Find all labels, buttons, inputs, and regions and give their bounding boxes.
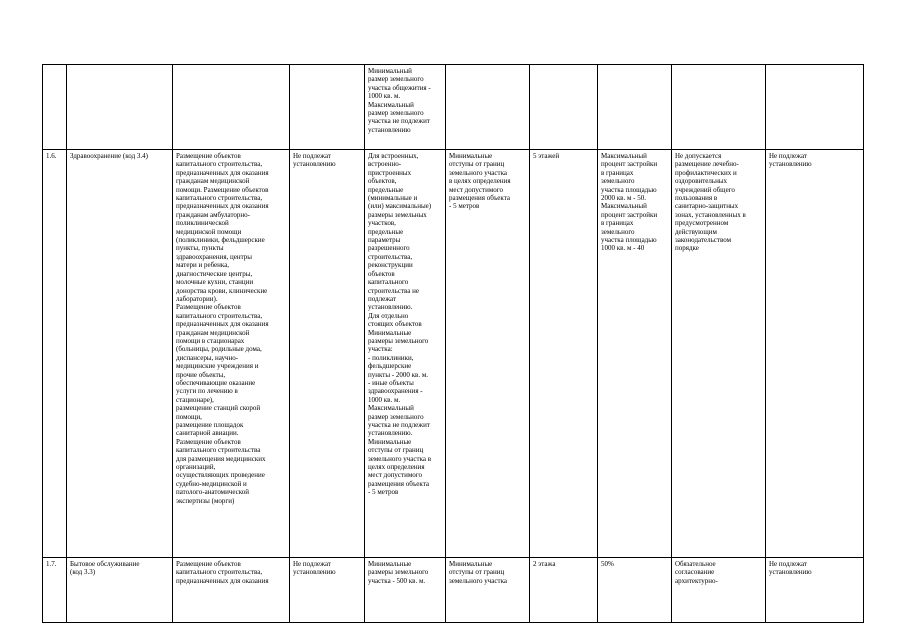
cell-other (766, 150, 864, 558)
cell-text: Не подлежат установлению (293, 152, 336, 169)
cell-text: Минимальный размер земельного участка общежития - 1000 кв. м. Максимальный размер земельного участка не подлежит установлению (368, 67, 431, 134)
table-row (43, 558, 864, 623)
cell-text: Обязательное согласование архитектурно- (675, 560, 718, 585)
cell-other (766, 65, 864, 150)
cell-text: Минимальные отступы от границ земельного участка в целях определения мест допустимого размещения объекта - 5 метров (449, 152, 511, 211)
cell-text: Не подлежат установлению (769, 152, 812, 169)
cell-restrictions (672, 558, 766, 623)
cell-text: Бытовое обслуживание (код 3.3) (70, 560, 140, 577)
cell-restrictions (672, 150, 766, 558)
cell-text: Не допускается размещение лечебно- профилактических и оздоровительных учреждений общего пользования в санитарно-защитных зонах, установленных в предусмотренном действующим законодательством порядке (675, 152, 746, 253)
cell-setbacks (446, 65, 530, 150)
cell-name (67, 65, 173, 150)
cell-description (173, 558, 290, 623)
cell-floors (530, 558, 598, 623)
cell-text: Не подлежат установлению (769, 560, 812, 577)
cell-text: Размещение объектов капитального строительства, предназначенных для оказания гражданам медицинской помощи. Размещение объектов капитального строительства, предназначенных для оказания гражданам амбулаторно- поликлинической медицинской помощи (поликлиники, фельдшерские пункты, пункты здравоохранения, центры матери и ребенка, диагностические центры, молочные кухни, станции донорства крови, клинические лаборатории). Размещение объектов капитального строительства, предназначенных для оказания гражданам медицинской помощи в стационарах (больницы, родильные дома, диспансеры, научно- медицинские учреждения и прочие объекты, обеспечивающие оказание услуги по лечению в стационаре), размещение станций скорой помощи, размещение площадок санитарной авиации. Размещение объектов капитального строительства для размещения медицинских организаций, осуществляющих проведение судебно-медицинской и патолого-анатомической экспертизы (морги) (176, 152, 269, 505)
cell-text: Для встроенных, встроенно- пристроенных объектов, предельные (минимальные и (или) максимальные) размеры земельных участков, предельные параметры разрешенного строительства, реконструкции объектов капитального строительства не подлежат установлению. Для отдельно стоящих объектов Минимальные размеры земельного участка: - поликлиники, фельдшерские пункты - 2000 кв. м. - иные объекты здравоохранения - 1000 кв. м. Максимальный размер земельного участка не подлежит установлению. Минимальные отступы от границ земельного участка в целях определения мест допустимого размещения объекта - 5 метров (368, 152, 432, 497)
cell-params (365, 65, 446, 150)
cell-floors (530, 65, 598, 150)
cell-restrictions (672, 65, 766, 150)
cell-build-percent (598, 65, 672, 150)
cell-floors (530, 150, 598, 558)
cell-setbacks (446, 150, 530, 558)
cell-text: 1.6. (46, 152, 57, 160)
cell-num (43, 150, 67, 558)
cell-text: Здравоохранение (код 3.4) (70, 152, 148, 160)
cell-plot-size (290, 558, 365, 623)
cell-setbacks (446, 558, 530, 623)
cell-text: 5 этажей (533, 152, 560, 160)
cell-num (43, 65, 67, 150)
table-row (43, 65, 864, 150)
cell-text: Не подлежат установлению (293, 560, 336, 577)
cell-plot-size (290, 150, 365, 558)
zoning-table (42, 64, 864, 623)
cell-name (67, 150, 173, 558)
table-row (43, 150, 864, 558)
cell-plot-size (290, 65, 365, 150)
cell-text: Минимальные размеры земельного участка - 500 кв. м. (368, 560, 429, 585)
cell-text: 2 этажа (533, 560, 556, 568)
cell-num (43, 558, 67, 623)
cell-text: Минимальные отступы от границ земельного участка (449, 560, 507, 585)
cell-other (766, 558, 864, 623)
cell-params (365, 150, 446, 558)
cell-name (67, 558, 173, 623)
cell-params (365, 558, 446, 623)
cell-text: 50% (601, 560, 614, 568)
cell-build-percent (598, 150, 672, 558)
cell-text: Размещение объектов капитального строительства, предназначенных для оказания (176, 560, 269, 585)
cell-description (173, 65, 290, 150)
cell-text: Максимальный процент застройки в границах земельного участка площадью 2000 кв. м - 50. Максимальный процент застройки в границах земельного участка площадью 1000 кв. м - 40 (601, 152, 658, 253)
cell-description (173, 150, 290, 558)
cell-build-percent (598, 558, 672, 623)
cell-text: 1.7. (46, 560, 57, 568)
